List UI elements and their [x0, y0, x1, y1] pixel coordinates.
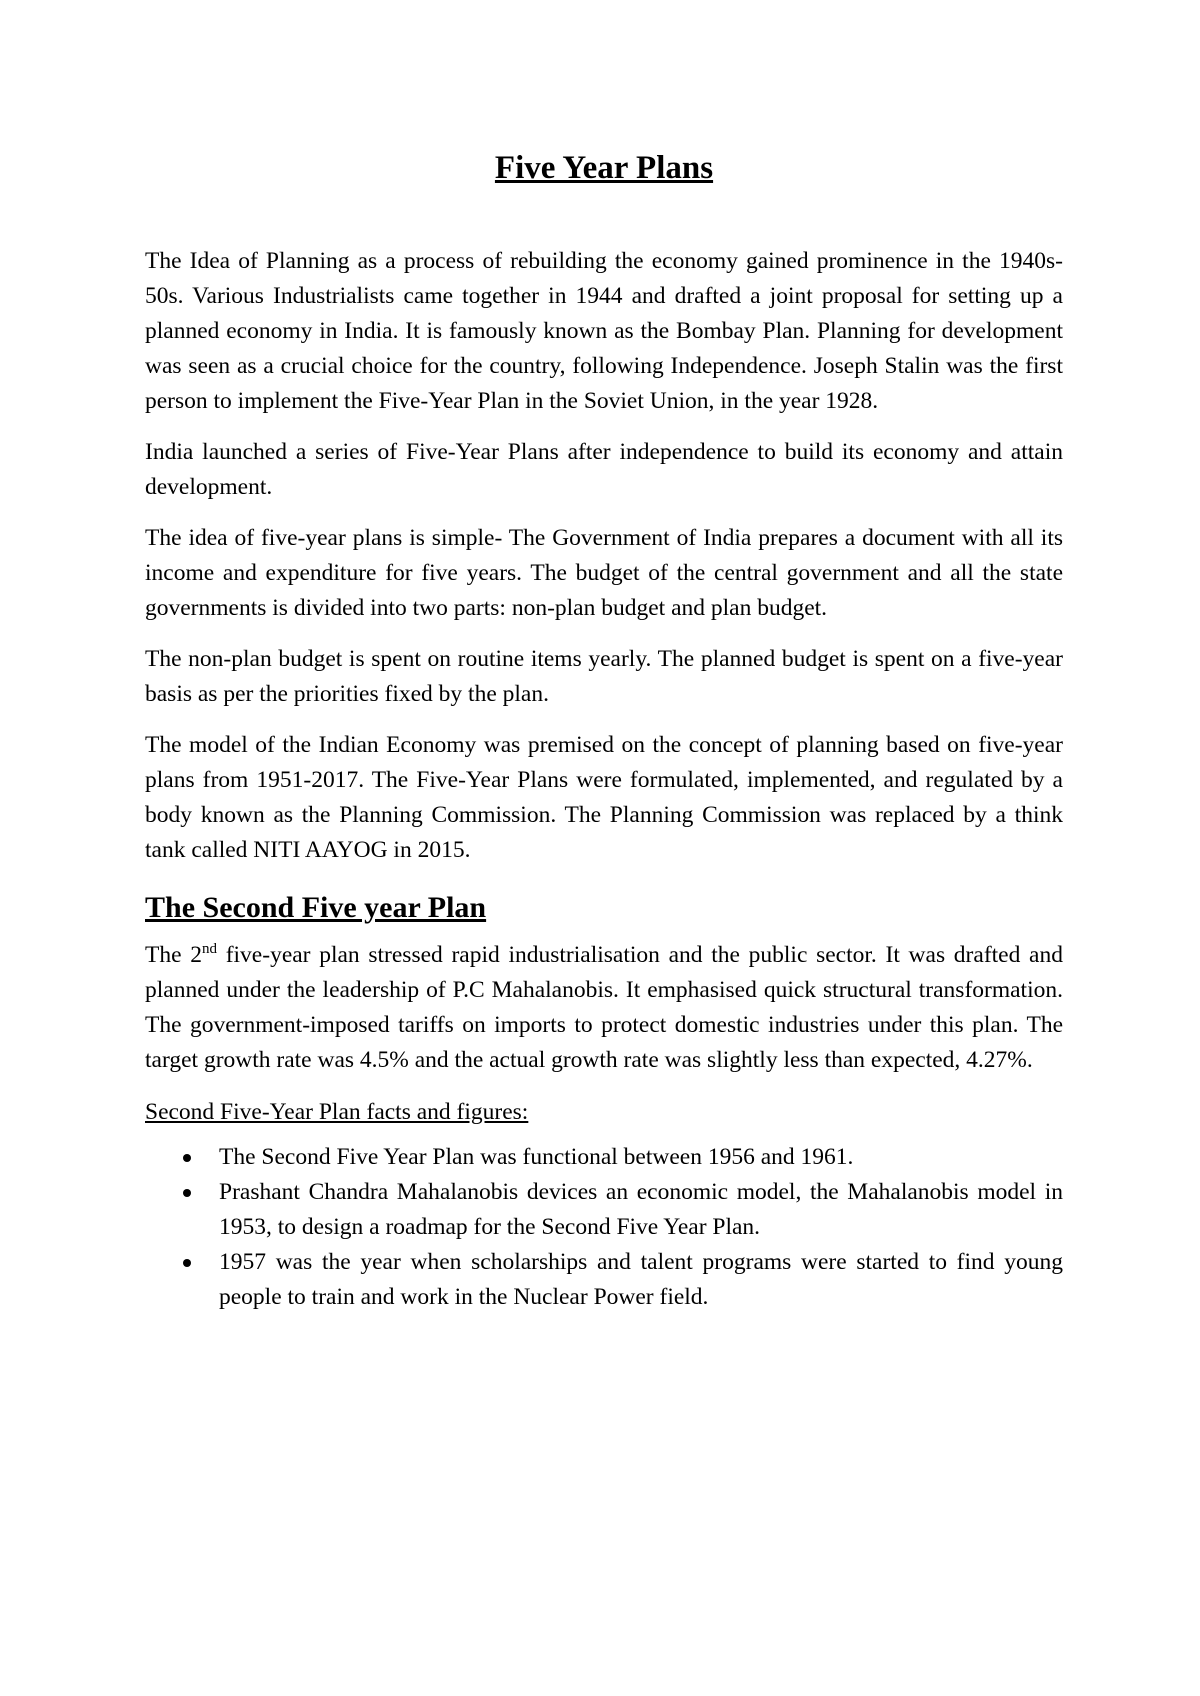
intro-prefix: The 2: [145, 942, 202, 968]
bullet-icon: [183, 1189, 191, 1197]
paragraph-bombay-plan: The Idea of Planning as a process of rebuilding the economy gained prominence in the 1940s-50s. Various Industrialists came together in 1944 and drafted a joint proposal for setting up a planned economy in India. It is famously known as the Bombay Plan. Planning for development was seen as a crucial choice for the country, following Independence. Joseph Stalin was the first person to implement the Five-Year Plan in the Soviet Union, in the year 1928.: [145, 248, 1063, 414]
bullet-icon: [183, 1259, 191, 1267]
paragraph-india-launch: India launched a series of Five-Year Plans after independence to build its economy and attain development.: [145, 439, 1063, 500]
section-heading-second-plan: The Second Five year Plan: [145, 891, 487, 924]
intro-rest: five-year plan stressed rapid industrialisation and the public sector. It was drafted and planned under the leadership of P.C Mahalanobis. It emphasised quick structural transformation. The government-imposed tariffs on imports to protect domestic industries under this plan. The target growth rate was 4.5% and the actual growth rate was slightly less than expected, 4.27%.: [145, 942, 1063, 1073]
list-item: [145, 1140, 1063, 1175]
list-item: [145, 1245, 1063, 1315]
list-item-text: Prashant Chandra Mahalanobis devices an economic model, the Mahalanobis model in 1953, to design a roadmap for the Second Five Year Plan.: [219, 1179, 1063, 1240]
paragraph-economy-model: The model of the Indian Economy was premised on the concept of planning based on five-year plans from 1951-2017. The Five-Year Plans were formulated, implemented, and regulated by a body known as the Planning Commission. The Planning Commission was replaced by a think tank called NITI AAYOG in 2015.: [145, 732, 1063, 863]
bullet-icon: [183, 1154, 191, 1162]
paragraph-budget: The non-plan budget is spent on routine items yearly. The planned budget is spent on a five-year basis as per the priorities fixed by the plan.: [145, 646, 1063, 707]
list-item-text: The Second Five Year Plan was functional between 1956 and 1961.: [219, 1144, 854, 1170]
paragraph-plan-idea: The idea of five-year plans is simple- The Government of India prepares a document with all its income and expenditure for five years. The budget of the central government and all the state governments is divided into two parts: non-plan budget and plan budget.: [145, 525, 1063, 621]
facts-list: [145, 1140, 1063, 1315]
ordinal-superscript: nd: [202, 941, 217, 958]
paragraph-second-plan-intro: [145, 938, 1063, 1078]
facts-heading: Second Five-Year Plan facts and figures:: [145, 1099, 529, 1125]
document-title: Five Year Plans: [494, 150, 714, 186]
list-item: [145, 1175, 1063, 1245]
document-page: [145, 0, 1063, 1315]
list-item-text: 1957 was the year when scholarships and talent programs were started to find young people to train and work in the Nuclear Power field.: [219, 1249, 1063, 1310]
